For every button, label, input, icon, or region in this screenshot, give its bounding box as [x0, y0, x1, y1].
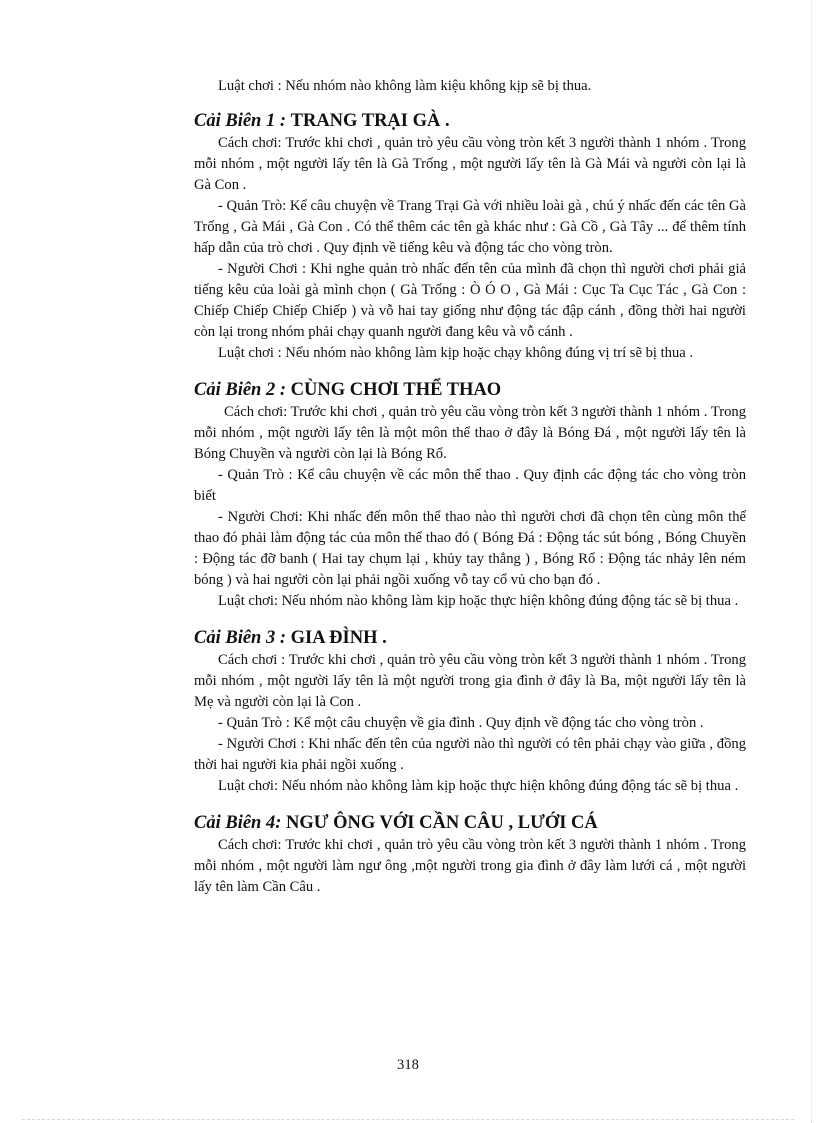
section-prefix: Cải Biên 3 :	[194, 628, 291, 648]
section-title: GIA ĐÌNH .	[290, 628, 387, 648]
player-instructions: - Người Chơi : Khi nhấc đến tên của người nào thì người có tên phải chạy vào giữa , đồng thời hai người kia phải ngồi xuống .	[194, 736, 746, 773]
section-prefix: Cải Biên 2 :	[194, 380, 291, 400]
section-title: CÙNG CHƠI THỂ THAO	[290, 380, 502, 400]
intro-rule: Luật chơi : Nếu nhóm nào không làm kiệu không kịp sẽ bị thua.	[218, 78, 592, 94]
section-heading	[194, 378, 746, 402]
section-cai-bien-3	[194, 626, 746, 797]
section-prefix: Cải Biên 1 :	[194, 111, 291, 131]
player-instructions: - Người Chơi: Khi nhấc đến môn thể thao nào thì người chơi đã chọn tên cùng môn thể thao đó phải làm động tác của môn thể thao đó ( Bóng Đá : Động tác sút bóng , Bóng Chuyền : Động tác đỡ banh ( Hai tay chụm lại , khủy tay thẳng ) , Bóng Rổ : Động tác nhảy lên ném bóng ) và hai người còn lại phải ngồi xuống vỗ tay cổ vủ cho bạn đó .	[194, 509, 746, 588]
game-rule: Luật chơi: Nếu nhóm nào không làm kịp hoặc thực hiện không đúng động tác sẽ bị thua .	[218, 778, 739, 794]
host-instructions: - Quản Trò : Kể câu chuyện về các môn thể thao . Quy định các động tác cho vòng tròn biết	[194, 467, 746, 504]
section-heading	[194, 626, 746, 650]
how-to-play: Cách chơi: Trước khi chơi , quản trò yêu cầu vòng tròn kết 3 người thành 1 nhóm . Trong mỗi nhóm , một người lấy tên là một môn thể thao ở đây là Bóng Đá , một người lấy tên là Bóng Chuyền và người còn lại là Bóng Rổ.	[194, 404, 746, 462]
host-instructions: - Quản Trò: Kể câu chuyện về Trang Trại Gà với nhiều loài gà , chú ý nhấc đến các tên Gà Trống , Gà Mái , Gà Con . Có thể thêm các tên gà khác như : Gà Cồ , Gà Tây ... để thêm tính hấp dẫn của trò chơi . Quy định về tiếng kêu và động tác cho vòng tròn.	[194, 198, 746, 256]
section-cai-bien-1	[194, 109, 746, 364]
page-bottom-divider	[22, 1119, 794, 1120]
section-cai-bien-4	[194, 811, 746, 898]
how-to-play: Cách chơi: Trước khi chơi , quản trò yêu cầu vòng tròn kết 3 người thành 1 nhóm . Trong mỗi nhóm , một người làm ngư ông ,một người trong gia đình ở đây làm lưới cá , một người lấy tên làm Cần Câu .	[194, 837, 746, 895]
game-rule: Luật chơi : Nếu nhóm nào không làm kịp hoặc chạy không đúng vị trí sẽ bị thua .	[218, 345, 694, 361]
how-to-play: Cách chơi: Trước khi chơi , quản trò yêu cầu vòng tròn kết 3 người thành 1 nhóm . Trong mỗi nhóm , một người lấy tên là Gà Trống , một người lấy tên là Gà Mái và người còn lại là Gà Con .	[194, 135, 746, 193]
section-title: NGƯ ÔNG VỚI CẦN CÂU , LƯỚI CÁ	[286, 813, 598, 833]
section-prefix: Cải Biên 4:	[194, 813, 286, 833]
page-number: 318	[397, 1057, 419, 1073]
section-heading	[194, 109, 746, 133]
game-rule: Luật chơi: Nếu nhóm nào không làm kịp hoặc thực hiện không đúng động tác sẽ bị thua .	[218, 593, 739, 609]
player-instructions: - Người Chơi : Khi nghe quản trò nhấc đến tên của mình đã chọn thì người chơi phải giả tiếng kêu của loài gà mình chọn ( Gà Trống : Ò Ó O , Gà Mái : Cục Ta Cục Tác , Gà Con : Chiếp Chiếp Chiếp Chiếp ) và vỗ hai tay giống như động tác đập cánh , đồng thời hai người còn lại trong nhóm phải chạy quanh người đang kêu và vỗ cánh .	[194, 261, 746, 340]
section-cai-bien-2	[194, 378, 746, 612]
how-to-play: Cách chơi : Trước khi chơi , quản trò yêu cầu vòng tròn kết 3 người thành 1 nhóm . Trong mỗi nhóm , một người lấy tên là một người trong gia đình ở đây là Ba, một người lấy tên là Mẹ và người còn lại là Con .	[194, 652, 746, 710]
section-title: TRANG TRẠI GÀ .	[290, 111, 450, 131]
section-heading	[194, 811, 746, 835]
page-right-edge	[811, 0, 813, 1123]
page-content	[194, 76, 746, 898]
host-instructions: - Quản Trò : Kể một câu chuyện về gia đình . Quy định về động tác cho vòng tròn .	[218, 715, 704, 731]
